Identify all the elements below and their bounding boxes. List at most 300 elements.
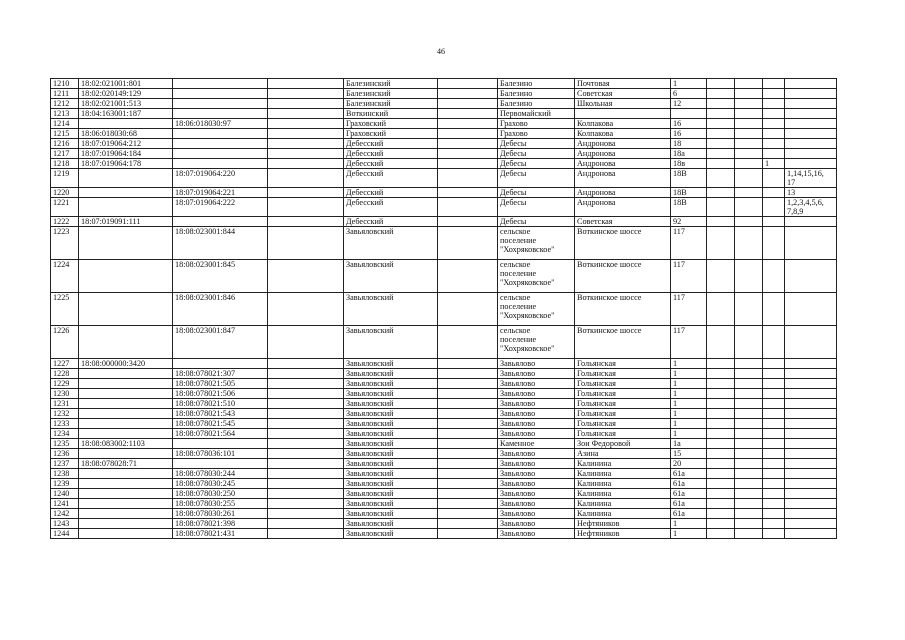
settlement: Завьялово — [498, 419, 575, 429]
street: Андронова — [575, 139, 671, 149]
blank-col-1 — [268, 293, 344, 326]
row-number: 1230 — [51, 389, 79, 399]
street: Гольянская — [575, 379, 671, 389]
blank-col-4 — [735, 509, 763, 519]
row-number: 1225 — [51, 293, 79, 326]
blank-col-1 — [268, 439, 344, 449]
table-row — [51, 188, 837, 198]
settlement: Балезино — [498, 79, 575, 89]
house-number: 117 — [671, 293, 707, 326]
blank-col-3 — [707, 509, 735, 519]
extra-flag — [763, 119, 785, 129]
blank-col-3 — [707, 79, 735, 89]
cadastral-number-2: 18:08:078021:307 — [173, 369, 268, 379]
blank-col-2 — [438, 389, 498, 399]
house-number: 1 — [671, 369, 707, 379]
blank-col-2 — [438, 109, 498, 119]
table-row — [51, 399, 837, 409]
district: Завьяловский — [344, 359, 438, 369]
blank-col-3 — [707, 119, 735, 129]
blank-col-2 — [438, 79, 498, 89]
extra-flag — [763, 217, 785, 227]
district: Завьяловский — [344, 499, 438, 509]
house-number: 1 — [671, 419, 707, 429]
blank-col-4 — [735, 188, 763, 198]
row-number: 1223 — [51, 227, 79, 260]
table-row — [51, 149, 837, 159]
blank-col-4 — [735, 469, 763, 479]
blank-col-3 — [707, 109, 735, 119]
house-number: 61а — [671, 469, 707, 479]
extra-flag — [763, 449, 785, 459]
street: Воткинское шоссе — [575, 260, 671, 293]
blank-col-2 — [438, 169, 498, 188]
row-number: 1233 — [51, 419, 79, 429]
extra-flag — [763, 439, 785, 449]
blank-col-4 — [735, 409, 763, 419]
extra-flag — [763, 429, 785, 439]
district: Завьяловский — [344, 293, 438, 326]
extra-flag — [763, 188, 785, 198]
blank-col-1 — [268, 198, 344, 217]
blank-col-2 — [438, 188, 498, 198]
cadastral-number-1 — [79, 119, 173, 129]
table-row — [51, 119, 837, 129]
house-number: 1а — [671, 439, 707, 449]
table-row — [51, 159, 837, 169]
extra-flag — [763, 149, 785, 159]
street: Воткинское шоссе — [575, 227, 671, 260]
blank-col-3 — [707, 198, 735, 217]
street — [575, 109, 671, 119]
cadastral-number-1 — [79, 499, 173, 509]
blank-col-4 — [735, 139, 763, 149]
blank-col-1 — [268, 159, 344, 169]
extra-flag — [763, 379, 785, 389]
cadastral-number-2 — [173, 159, 268, 169]
extra-flag: 1 — [763, 159, 785, 169]
district: Граховский — [344, 129, 438, 139]
room-numbers — [785, 529, 837, 539]
blank-col-3 — [707, 489, 735, 499]
street: Гольянская — [575, 389, 671, 399]
extra-flag — [763, 89, 785, 99]
cadastral-number-2: 18:08:023001:845 — [173, 260, 268, 293]
house-number: 18В — [671, 169, 707, 188]
blank-col-3 — [707, 227, 735, 260]
page-number: 46 — [437, 47, 445, 56]
cadastral-number-1: 18:08:083002:1103 — [79, 439, 173, 449]
street: Колпакова — [575, 129, 671, 139]
settlement: Завьялово — [498, 529, 575, 539]
district: Завьяловский — [344, 529, 438, 539]
street: Калинина — [575, 469, 671, 479]
house-number: 6 — [671, 89, 707, 99]
house-number: 18 — [671, 139, 707, 149]
blank-col-2 — [438, 89, 498, 99]
blank-col-3 — [707, 260, 735, 293]
blank-col-1 — [268, 149, 344, 159]
blank-col-4 — [735, 399, 763, 409]
room-numbers — [785, 469, 837, 479]
blank-col-3 — [707, 326, 735, 359]
row-number: 1228 — [51, 369, 79, 379]
extra-flag — [763, 109, 785, 119]
district: Завьяловский — [344, 409, 438, 419]
cadastral-number-2: 18:08:078021:545 — [173, 419, 268, 429]
blank-col-1 — [268, 459, 344, 469]
blank-col-3 — [707, 419, 735, 429]
cadastral-number-1: 18:07:019064:212 — [79, 139, 173, 149]
district: Завьяловский — [344, 389, 438, 399]
row-number: 1222 — [51, 217, 79, 227]
cadastral-number-2: 18:08:078030:261 — [173, 509, 268, 519]
table-row — [51, 79, 837, 89]
table-row — [51, 227, 837, 260]
cadastral-number-2: 18:08:078021:564 — [173, 429, 268, 439]
table-row — [51, 379, 837, 389]
table-row — [51, 409, 837, 419]
district: Завьяловский — [344, 459, 438, 469]
blank-col-3 — [707, 439, 735, 449]
blank-col-3 — [707, 469, 735, 479]
row-number: 1241 — [51, 499, 79, 509]
house-number: 92 — [671, 217, 707, 227]
row-number: 1238 — [51, 469, 79, 479]
row-number: 1239 — [51, 479, 79, 489]
district: Завьяловский — [344, 489, 438, 499]
house-number: 1 — [671, 79, 707, 89]
cadastral-number-2: 18:07:019064:222 — [173, 198, 268, 217]
room-numbers — [785, 326, 837, 359]
blank-col-4 — [735, 260, 763, 293]
row-number: 1210 — [51, 79, 79, 89]
blank-col-2 — [438, 489, 498, 499]
blank-col-3 — [707, 293, 735, 326]
blank-col-1 — [268, 188, 344, 198]
blank-col-1 — [268, 326, 344, 359]
extra-flag — [763, 509, 785, 519]
table-row — [51, 439, 837, 449]
table-row — [51, 198, 837, 217]
settlement: Завьялово — [498, 499, 575, 509]
house-number: 61а — [671, 499, 707, 509]
cadastral-number-2 — [173, 89, 268, 99]
room-numbers — [785, 89, 837, 99]
district: Завьяловский — [344, 369, 438, 379]
blank-col-2 — [438, 119, 498, 129]
extra-flag — [763, 198, 785, 217]
settlement: Завьялово — [498, 379, 575, 389]
extra-flag — [763, 479, 785, 489]
extra-flag — [763, 409, 785, 419]
cadastral-number-2: 18:08:078021:510 — [173, 399, 268, 409]
blank-col-3 — [707, 129, 735, 139]
street: Азина — [575, 449, 671, 459]
room-numbers — [785, 489, 837, 499]
extra-flag — [763, 529, 785, 539]
blank-col-2 — [438, 359, 498, 369]
district: Завьяловский — [344, 227, 438, 260]
district: Балезинский — [344, 79, 438, 89]
cadastral-number-2 — [173, 359, 268, 369]
table-row — [51, 419, 837, 429]
street: Зои Федоровой — [575, 439, 671, 449]
cadastral-number-1: 18:08:078028:71 — [79, 459, 173, 469]
blank-col-1 — [268, 399, 344, 409]
cadastral-number-1: 18:07:019064:178 — [79, 159, 173, 169]
room-numbers — [785, 419, 837, 429]
table-row — [51, 359, 837, 369]
room-numbers — [785, 119, 837, 129]
settlement: Грахово — [498, 129, 575, 139]
blank-col-2 — [438, 419, 498, 429]
house-number: 1 — [671, 359, 707, 369]
street: Нефтяников — [575, 529, 671, 539]
blank-col-4 — [735, 169, 763, 188]
cadastral-number-1: 18:07:019091:111 — [79, 217, 173, 227]
row-number: 1236 — [51, 449, 79, 459]
room-numbers — [785, 509, 837, 519]
blank-col-4 — [735, 369, 763, 379]
table-row — [51, 217, 837, 227]
blank-col-4 — [735, 119, 763, 129]
district: Воткинский — [344, 109, 438, 119]
row-number: 1242 — [51, 509, 79, 519]
table-row — [51, 489, 837, 499]
room-numbers — [785, 449, 837, 459]
settlement: Первомайский — [498, 109, 575, 119]
settlement: Балезино — [498, 89, 575, 99]
settlement: Завьялово — [498, 489, 575, 499]
district: Завьяловский — [344, 439, 438, 449]
extra-flag — [763, 469, 785, 479]
row-number: 1227 — [51, 359, 79, 369]
room-numbers — [785, 109, 837, 119]
blank-col-4 — [735, 449, 763, 459]
blank-col-4 — [735, 529, 763, 539]
extra-flag — [763, 499, 785, 509]
blank-col-2 — [438, 529, 498, 539]
room-numbers — [785, 379, 837, 389]
table-row — [51, 459, 837, 469]
blank-col-4 — [735, 198, 763, 217]
district: Дебесский — [344, 169, 438, 188]
cadastral-number-2: 18:08:023001:846 — [173, 293, 268, 326]
cadastral-number-2 — [173, 79, 268, 89]
house-number: 18В — [671, 188, 707, 198]
settlement: Завьялово — [498, 479, 575, 489]
settlement: Дебесы — [498, 198, 575, 217]
settlement: Завьялово — [498, 459, 575, 469]
room-numbers — [785, 439, 837, 449]
blank-col-4 — [735, 159, 763, 169]
house-number: 16 — [671, 129, 707, 139]
street: Гольянская — [575, 409, 671, 419]
cadastral-number-2: 18:08:023001:847 — [173, 326, 268, 359]
blank-col-1 — [268, 217, 344, 227]
blank-col-2 — [438, 149, 498, 159]
row-number: 1219 — [51, 169, 79, 188]
street: Советская — [575, 217, 671, 227]
settlement: Дебесы — [498, 159, 575, 169]
blank-col-2 — [438, 509, 498, 519]
extra-flag — [763, 99, 785, 109]
street: Калинина — [575, 499, 671, 509]
blank-col-2 — [438, 260, 498, 293]
blank-col-4 — [735, 519, 763, 529]
blank-col-2 — [438, 439, 498, 449]
blank-col-3 — [707, 369, 735, 379]
cadastral-number-1 — [79, 260, 173, 293]
blank-col-1 — [268, 139, 344, 149]
blank-col-1 — [268, 469, 344, 479]
cadastral-number-2 — [173, 459, 268, 469]
street: Колпакова — [575, 119, 671, 129]
blank-col-1 — [268, 429, 344, 439]
table-row — [51, 389, 837, 399]
cadastral-number-1 — [79, 389, 173, 399]
district: Балезинский — [344, 99, 438, 109]
house-number: 1 — [671, 429, 707, 439]
settlement: Дебесы — [498, 217, 575, 227]
room-numbers — [785, 227, 837, 260]
blank-col-2 — [438, 519, 498, 529]
cadastral-number-2: 18:08:078036:101 — [173, 449, 268, 459]
blank-col-1 — [268, 449, 344, 459]
district: Завьяловский — [344, 399, 438, 409]
blank-col-2 — [438, 159, 498, 169]
row-number: 1221 — [51, 198, 79, 217]
blank-col-4 — [735, 217, 763, 227]
blank-col-4 — [735, 479, 763, 489]
blank-col-1 — [268, 89, 344, 99]
cadastral-number-2: 18:07:019064:221 — [173, 188, 268, 198]
house-number: 1 — [671, 529, 707, 539]
blank-col-2 — [438, 499, 498, 509]
street: Школьная — [575, 99, 671, 109]
settlement: Завьялово — [498, 469, 575, 479]
room-numbers: 1,14,15,16, 17 — [785, 169, 837, 188]
blank-col-3 — [707, 529, 735, 539]
street: Гольянская — [575, 369, 671, 379]
room-numbers — [785, 519, 837, 529]
district: Дебесский — [344, 198, 438, 217]
street: Советская — [575, 89, 671, 99]
blank-col-3 — [707, 519, 735, 529]
house-number: 61а — [671, 479, 707, 489]
street: Андронова — [575, 188, 671, 198]
blank-col-3 — [707, 89, 735, 99]
settlement: Завьялово — [498, 449, 575, 459]
house-number: 61а — [671, 509, 707, 519]
house-number: 18В — [671, 198, 707, 217]
district: Дебесский — [344, 188, 438, 198]
district: Завьяловский — [344, 449, 438, 459]
blank-col-1 — [268, 529, 344, 539]
street: Андронова — [575, 159, 671, 169]
settlement: Завьялово — [498, 389, 575, 399]
row-number: 1234 — [51, 429, 79, 439]
blank-col-4 — [735, 359, 763, 369]
extra-flag — [763, 399, 785, 409]
house-number: 117 — [671, 260, 707, 293]
cadastral-number-1: 18:02:021001:801 — [79, 79, 173, 89]
blank-col-2 — [438, 293, 498, 326]
district: Завьяловский — [344, 429, 438, 439]
row-number: 1215 — [51, 129, 79, 139]
cadastral-number-2 — [173, 149, 268, 159]
row-number: 1212 — [51, 99, 79, 109]
cadastral-number-2: 18:08:078021:505 — [173, 379, 268, 389]
row-number: 1214 — [51, 119, 79, 129]
row-number: 1217 — [51, 149, 79, 159]
house-number: 1 — [671, 519, 707, 529]
settlement: Дебесы — [498, 188, 575, 198]
street: Гольянская — [575, 429, 671, 439]
extra-flag — [763, 129, 785, 139]
blank-col-1 — [268, 489, 344, 499]
row-number: 1243 — [51, 519, 79, 529]
house-number: 12 — [671, 99, 707, 109]
table-row — [51, 293, 837, 326]
blank-col-1 — [268, 409, 344, 419]
blank-col-2 — [438, 139, 498, 149]
cadastral-number-1 — [79, 188, 173, 198]
blank-col-3 — [707, 429, 735, 439]
cadastral-number-1 — [79, 409, 173, 419]
table-row — [51, 469, 837, 479]
settlement: Завьялово — [498, 369, 575, 379]
blank-col-2 — [438, 459, 498, 469]
district: Завьяловский — [344, 419, 438, 429]
cadastral-number-2: 18:08:078030:245 — [173, 479, 268, 489]
blank-col-4 — [735, 489, 763, 499]
table-row — [51, 89, 837, 99]
cadastral-number-1 — [79, 509, 173, 519]
blank-col-1 — [268, 359, 344, 369]
blank-col-3 — [707, 359, 735, 369]
room-numbers — [785, 459, 837, 469]
blank-col-1 — [268, 419, 344, 429]
blank-col-2 — [438, 429, 498, 439]
room-numbers — [785, 369, 837, 379]
cadastral-number-1 — [79, 529, 173, 539]
street: Воткинское шоссе — [575, 326, 671, 359]
blank-col-1 — [268, 499, 344, 509]
settlement: сельское поселение "Хохряковское" — [498, 326, 575, 359]
cadastral-number-1 — [79, 429, 173, 439]
blank-col-1 — [268, 479, 344, 489]
cadastral-number-2: 18:06:018030:97 — [173, 119, 268, 129]
blank-col-4 — [735, 293, 763, 326]
extra-flag — [763, 369, 785, 379]
settlement: Балезино — [498, 99, 575, 109]
cadastral-number-1 — [79, 419, 173, 429]
street: Андронова — [575, 149, 671, 159]
table-row — [51, 509, 837, 519]
cadastral-number-2: 18:08:078021:543 — [173, 409, 268, 419]
cadastral-number-1 — [79, 479, 173, 489]
blank-col-3 — [707, 169, 735, 188]
cadastral-number-2: 18:08:078021:506 — [173, 389, 268, 399]
table-row — [51, 519, 837, 529]
room-numbers — [785, 99, 837, 109]
blank-col-3 — [707, 459, 735, 469]
settlement: Завьялово — [498, 509, 575, 519]
house-number: 16 — [671, 119, 707, 129]
table-row — [51, 499, 837, 509]
